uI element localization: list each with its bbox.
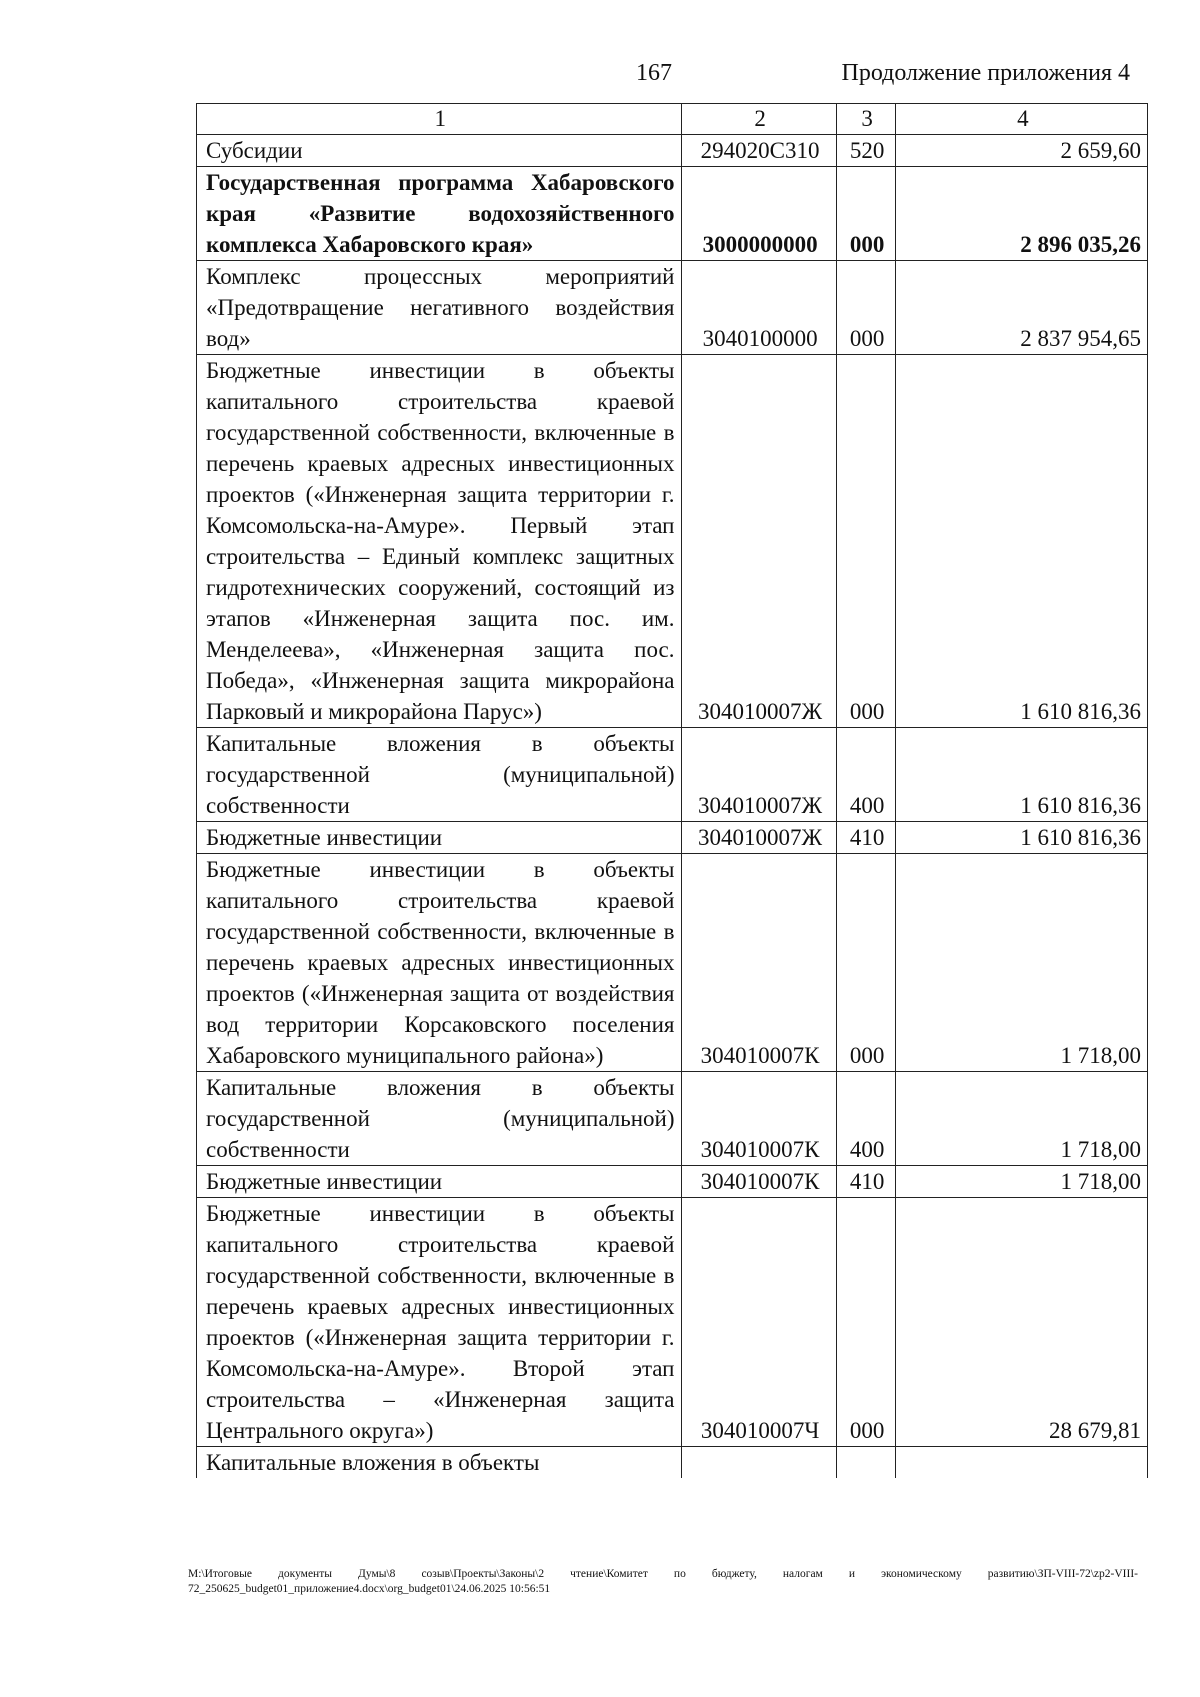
- expense-type-cell: 000: [836, 355, 895, 728]
- column-header: 2: [681, 104, 836, 135]
- table-row: [197, 1447, 1148, 1479]
- expense-type-cell: 000: [836, 167, 895, 261]
- expense-type-cell: 000: [836, 261, 895, 355]
- file-path-footer: M:\Итоговые документы Думы\8 созыв\Проекты\Законы\2 чтение\Комитет по бюджету, налогам и экономическому развитию\ЗП-VIII-72\zp2-VIII-72_250625_budget01_приложение4.docx\org_budget01\24.06.2025 10:56:51: [188, 1568, 1138, 1595]
- amount-cell: 1 718,00: [895, 1166, 1147, 1198]
- amount-cell: 2 896 035,26: [895, 167, 1147, 261]
- table-row: [197, 1166, 1148, 1198]
- expense-type-cell: 400: [836, 728, 895, 822]
- expense-type-cell: [836, 1447, 895, 1479]
- amount-cell: 1 610 816,36: [895, 728, 1147, 822]
- row-name-cell: Бюджетные инвестиции: [197, 822, 682, 854]
- column-number-row: [197, 104, 1148, 135]
- table-row: [197, 728, 1148, 822]
- table-row: [197, 355, 1148, 728]
- expense-type-cell: 520: [836, 135, 895, 167]
- expense-type-cell: 000: [836, 854, 895, 1072]
- amount-cell: [895, 1447, 1147, 1479]
- row-name-cell: Бюджетные инвестиции: [197, 1166, 682, 1198]
- amount-cell: 28 679,81: [895, 1198, 1147, 1447]
- target-code-cell: 294020С310: [681, 135, 836, 167]
- amount-cell: 2 837 954,65: [895, 261, 1147, 355]
- row-name-cell: Капитальные вложения в объекты государственной (муниципальной) собственности: [197, 728, 682, 822]
- column-header: 1: [197, 104, 682, 135]
- table-row: [197, 854, 1148, 1072]
- target-code-cell: 3040100000: [681, 261, 836, 355]
- continuation-label: Продолжение приложения 4: [841, 60, 1130, 86]
- column-header: 4: [895, 104, 1147, 135]
- table-row: [197, 1198, 1148, 1447]
- table-row: [197, 135, 1148, 167]
- budget-table: [196, 103, 1148, 1478]
- target-code-cell: 3000000000: [681, 167, 836, 261]
- table-row: [197, 167, 1148, 261]
- amount-cell: 1 610 816,36: [895, 355, 1147, 728]
- row-name-cell: Комплекс процессных мероприятий «Предотвращение негативного воздействия вод»: [197, 261, 682, 355]
- amount-cell: 2 659,60: [895, 135, 1147, 167]
- table-row: [197, 822, 1148, 854]
- row-name-cell: Субсидии: [197, 135, 682, 167]
- target-code-cell: 304010007К: [681, 1072, 836, 1166]
- table-body: [197, 135, 1148, 1479]
- expense-type-cell: 400: [836, 1072, 895, 1166]
- row-name-cell: Капитальные вложения в объекты: [197, 1447, 682, 1479]
- expense-type-cell: 000: [836, 1198, 895, 1447]
- target-code-cell: 304010007Ч: [681, 1198, 836, 1447]
- amount-cell: 1 718,00: [895, 854, 1147, 1072]
- expense-type-cell: 410: [836, 822, 895, 854]
- target-code-cell: 304010007Ж: [681, 822, 836, 854]
- target-code-cell: 304010007К: [681, 1166, 836, 1198]
- target-code-cell: 304010007Ж: [681, 355, 836, 728]
- table-row: [197, 261, 1148, 355]
- target-code-cell: 304010007К: [681, 854, 836, 1072]
- page-number: 167: [636, 60, 672, 86]
- column-header: 3: [836, 104, 895, 135]
- amount-cell: 1 610 816,36: [895, 822, 1147, 854]
- expense-type-cell: 410: [836, 1166, 895, 1198]
- row-name-cell: Капитальные вложения в объекты государственной (муниципальной) собственности: [197, 1072, 682, 1166]
- row-name-cell: Бюджетные инвестиции в объекты капитального строительства краевой государственной собственности, включенные в перечень краевых адресных инвестиционных проектов («Инженерная защита от воздействия вод территории Корсаковского поселения Хабаровского муниципального района»): [197, 854, 682, 1072]
- table-row: [197, 1072, 1148, 1166]
- row-name-cell: Бюджетные инвестиции в объекты капитального строительства краевой государственной собственности, включенные в перечень краевых адресных инвестиционных проектов («Инженерная защита территории г. Комсомольска-на-Амуре». Первый этап строительства – Единый комплекс защитных гидротехнических сооружений, состоящий из этапов «Инженерная защита пос. им. Менделеева», «Инженерная защита пос. Победа», «Инженерная защита микрорайона Парковый и микрорайона Парус»): [197, 355, 682, 728]
- row-name-cell: Государственная программа Хабаровского края «Развитие водохозяйственного комплекса Хабаровского края»: [197, 167, 682, 261]
- target-code-cell: [681, 1447, 836, 1479]
- target-code-cell: 304010007Ж: [681, 728, 836, 822]
- amount-cell: 1 718,00: [895, 1072, 1147, 1166]
- row-name-cell: Бюджетные инвестиции в объекты капитального строительства краевой государственной собственности, включенные в перечень краевых адресных инвестиционных проектов («Инженерная защита территории г. Комсомольска-на-Амуре». Второй этап строительства – «Инженерная защита Центрального округа»): [197, 1198, 682, 1447]
